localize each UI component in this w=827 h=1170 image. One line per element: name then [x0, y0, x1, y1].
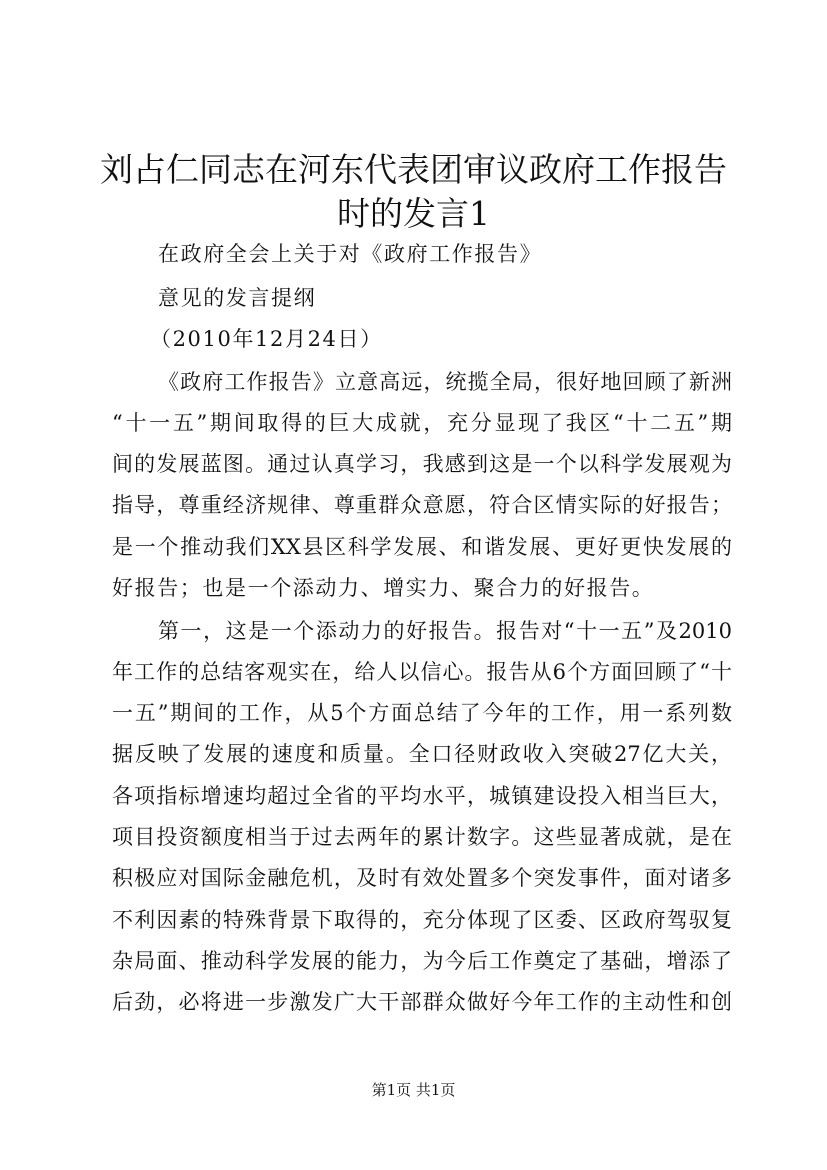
subtitle-line-1: 在政府全会上关于对《政府工作报告》	[158, 242, 543, 266]
body-line: 指导，尊重经济规律、尊重群众意愿，符合区情实际的好报告；	[112, 493, 732, 517]
body-line: 好报告；也是一个添动力、增实力、聚合力的好报告。	[112, 576, 655, 600]
body-line: 间的发展蓝图。通过认真学习，我感到这是一个以科学发展观为	[112, 452, 732, 476]
body-line: 据反映了发展的速度和质量。全口径财政收入突破27亿大关，	[112, 742, 732, 766]
body-line: 杂局面、推动科学发展的能力，为今后工作奠定了基础，增添了	[112, 949, 732, 973]
body-line: 项目投资额度相当于过去两年的累计数字。这些显著成就，是在	[112, 825, 732, 849]
body-line: 是一个推动我们XX县区科学发展、和谐发展、更好更快发展的	[112, 535, 732, 559]
document-title: 刘占仁同志在河东代表团审议政府工作报告时的发言1	[100, 150, 727, 233]
body-line: 年工作的总结客观实在，给人以信心。报告从6个方面回顾了“十	[112, 660, 732, 684]
body-line: 各项指标增速均超过全省的平均水平，城镇建设投入相当巨大，	[112, 784, 732, 808]
body-line: 第一，这是一个添动力的好报告。报告对“十一五”及2010	[158, 619, 732, 643]
page-number: 第1页 共1页	[371, 1081, 456, 1099]
body-line: 后劲，必将进一步激发广大干部群众做好今年工作的主动性和创	[112, 990, 732, 1014]
subtitle-line-2: 意见的发言提纲	[158, 286, 317, 310]
body-line: 《政府工作报告》立意高远，统揽全局，很好地回顾了新洲	[158, 370, 732, 394]
body-line: 积极应对国际金融危机，及时有效处置多个突发事件，面对诸多	[112, 866, 732, 890]
body-line: 不利因素的特殊背景下取得的，充分体现了区委、区政府驾驭复	[112, 908, 732, 932]
body-line: 一五”期间的工作，从5个方面总结了今年的工作，用一系列数	[112, 701, 732, 725]
body-line: “十一五”期间取得的巨大成就，充分显现了我区“十二五”期	[112, 411, 732, 435]
date-line: （2010年12月24日）	[150, 327, 383, 351]
